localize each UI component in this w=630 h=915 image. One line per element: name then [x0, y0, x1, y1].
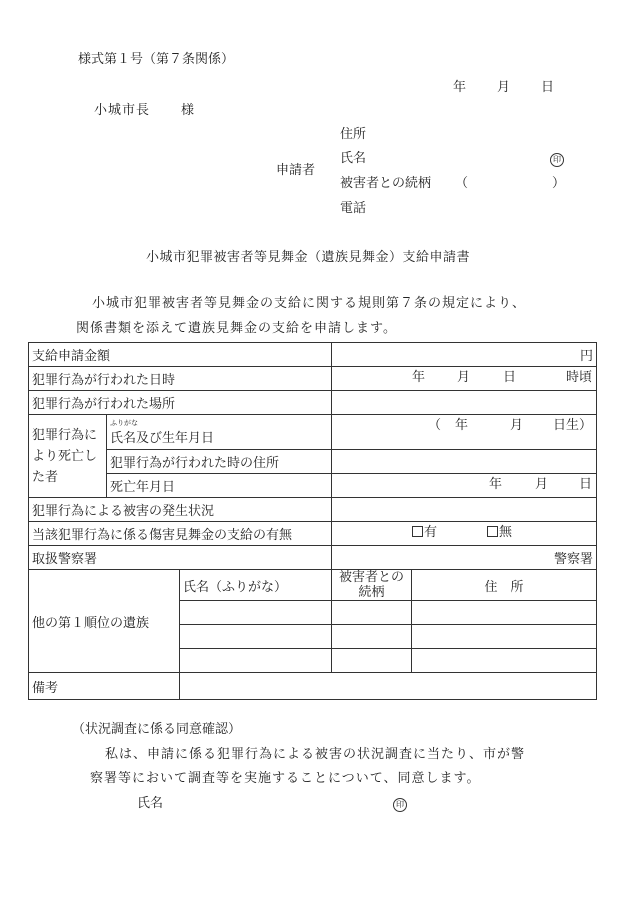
row-crime-datetime: [29, 367, 597, 391]
date-year-label: 年: [453, 80, 467, 95]
yes-option[interactable]: [412, 525, 437, 541]
police-field[interactable]: [332, 546, 597, 570]
crime-datetime-label: 犯罪行為が行われた日時: [29, 367, 332, 391]
amount-field[interactable]: [332, 343, 597, 367]
yes-checkbox[interactable]: [412, 526, 423, 537]
remarks-label: 備考: [29, 673, 180, 700]
row-death-date: [29, 474, 597, 498]
amount-label: 支給申請金額: [29, 343, 332, 367]
heir-address-field[interactable]: [412, 649, 597, 673]
row-injury-payment: [29, 522, 597, 546]
crime-place-label: 犯罪行為が行われた場所: [29, 391, 332, 415]
row-police: [29, 546, 597, 570]
row-deceased-name: [29, 415, 597, 450]
yes-label: 有: [424, 525, 438, 540]
application-table: [28, 342, 597, 700]
row-remarks: [29, 673, 597, 700]
applicant-phone-label: 電話: [340, 201, 367, 216]
heir-relation-field[interactable]: [332, 649, 412, 673]
damage-label: 犯罪行為による被害の発生状況: [29, 498, 332, 522]
intro-line-2: 関係書類を添えて遺族見舞金の支給を申請します。: [76, 321, 397, 336]
birth-open-paren: （: [428, 418, 442, 433]
crime-place-field[interactable]: [332, 391, 597, 415]
intro-line-1: 小城市犯罪被害者等見舞金の支給に関する規則第７条の規定により、: [92, 296, 527, 311]
no-option[interactable]: [487, 525, 512, 541]
death-month: 月: [535, 477, 549, 492]
applicant-relation-label: 被害者との続柄: [340, 176, 432, 191]
form-number: 様式第１号（第７条関係）: [78, 52, 235, 67]
consent-line-2: 察署等において調査等を実施することについて、同意します。: [90, 771, 481, 786]
injury-payment-label: 当該犯罪行為に係る傷害見舞金の支給の有無: [29, 522, 332, 546]
amount-unit: 円: [580, 349, 594, 364]
police-suffix: 警察署: [554, 552, 594, 567]
row-address-at-crime: [29, 450, 597, 474]
birth-day: 日生）: [553, 418, 593, 433]
furigana-label: ふりがな: [110, 418, 138, 427]
row-damage: [29, 498, 597, 522]
name-birth-cell: [107, 415, 332, 450]
no-checkbox[interactable]: [487, 526, 498, 537]
no-label: 無: [499, 525, 513, 540]
heir-name-field[interactable]: [180, 601, 332, 625]
other-heirs-label: 他の第１順位の遺族: [29, 570, 180, 673]
heir-address-field[interactable]: [412, 601, 597, 625]
address-at-crime-label: 犯罪行為が行われた時の住所: [107, 450, 332, 474]
col-name-header: 氏名（ふりがな）: [180, 570, 332, 601]
heir-name-field[interactable]: [180, 625, 332, 649]
birth-month: 月: [510, 418, 524, 433]
police-label: 取扱警察署: [29, 546, 332, 570]
name-birth-field[interactable]: [332, 415, 597, 450]
heir-address-field[interactable]: [412, 625, 597, 649]
deceased-label: 犯罪行為により死亡した者: [29, 415, 107, 498]
applicant-address-label: 住所: [340, 127, 367, 142]
addressee: 小城市長: [94, 103, 151, 118]
heir-relation-field[interactable]: [332, 625, 412, 649]
document-title: 小城市犯罪被害者等見舞金（遺族見舞金）支給申請書: [146, 250, 471, 265]
consent-line-1: 私は、申請に係る犯罪行為による被害の状況調査に当たり、市が警: [105, 747, 526, 762]
heir-relation-field[interactable]: [332, 601, 412, 625]
dt-month: 月: [457, 370, 471, 385]
addressee-suffix: 様: [181, 103, 195, 118]
dt-year: 年: [412, 370, 426, 385]
dt-time: 時頃: [566, 370, 593, 385]
seal-icon: 印: [550, 151, 564, 167]
name-birth-label: 氏名及び生年月日: [110, 430, 215, 446]
damage-field[interactable]: [332, 498, 597, 522]
relation-close-paren: ）: [552, 176, 566, 191]
dt-day: 日: [503, 370, 517, 385]
col-relation-header: 被害者との続柄: [332, 570, 412, 601]
death-date-label: 死亡年月日: [107, 474, 332, 498]
address-at-crime-field[interactable]: [332, 450, 597, 474]
injury-payment-field: [332, 522, 597, 546]
crime-datetime-field[interactable]: [332, 367, 597, 391]
row-heirs-header: [29, 570, 597, 601]
death-date-field[interactable]: [332, 474, 597, 498]
applicant-label: 申請者: [276, 163, 316, 178]
consent-name-label: 氏名: [137, 796, 164, 811]
date-day-label: 日: [541, 80, 555, 95]
birth-year: 年: [455, 418, 469, 433]
date-month-label: 月: [497, 80, 511, 95]
row-crime-place: [29, 391, 597, 415]
col-address-header: 住 所: [412, 570, 597, 601]
heir-name-field[interactable]: [180, 649, 332, 673]
row-amount: [29, 343, 597, 367]
consent-seal-icon: 印: [393, 796, 407, 812]
applicant-name-label: 氏名: [340, 151, 367, 166]
remarks-field[interactable]: [180, 673, 597, 700]
relation-open-paren: （: [455, 176, 469, 191]
consent-heading: （状況調査に係る同意確認）: [72, 722, 242, 737]
death-day: 日: [579, 477, 593, 492]
death-year: 年: [489, 477, 503, 492]
